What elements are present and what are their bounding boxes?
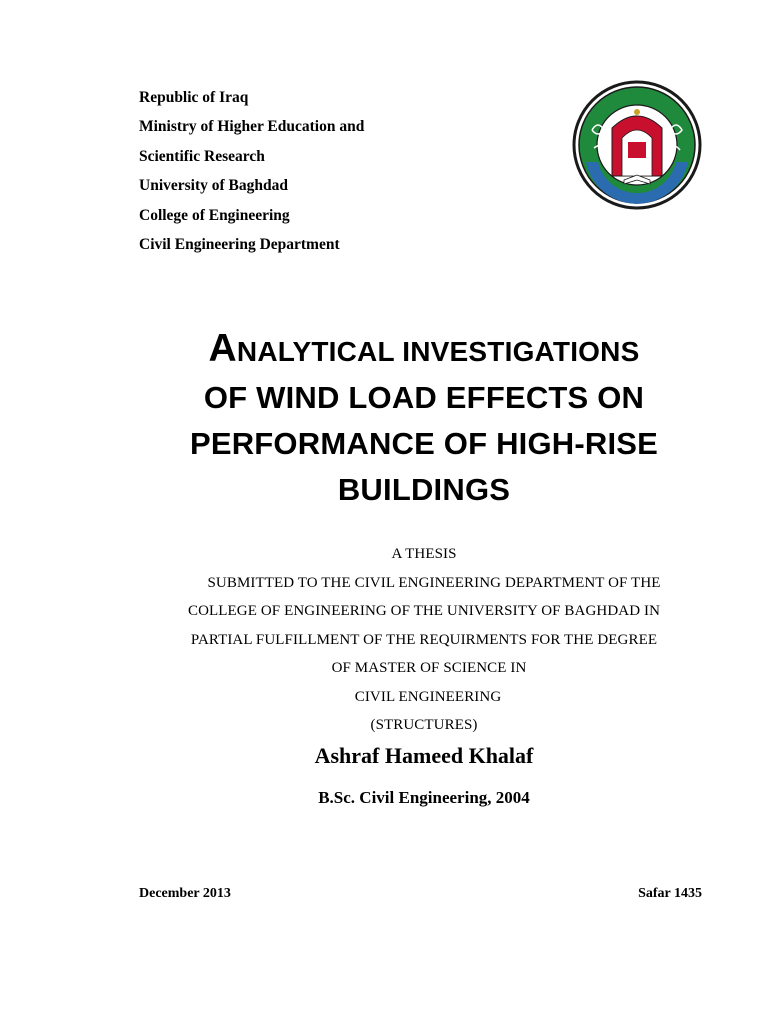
submission-line: A THESIS — [391, 546, 457, 562]
submission-line: PARTIAL FULFILLMENT OF THE REQUIRMENTS FOR THE DEGREE — [190, 631, 658, 648]
institution-line: Republic of Iraq — [139, 89, 249, 106]
submission-line: SUBMITTED TO THE CIVIL ENGINEERING DEPARTMENT OF THE — [207, 574, 661, 591]
title-line: OF WIND LOAD EFFECTS ON — [203, 380, 645, 415]
submission-line: CIVIL ENGINEERING — [354, 688, 502, 705]
gregorian-date: December 2013 — [139, 886, 231, 901]
submission-line: OF MASTER OF SCIENCE IN — [331, 660, 527, 676]
title-line: BUILDINGS — [337, 472, 511, 507]
title-rest: NALYTICAL INVESTIGATIONS — [236, 336, 640, 367]
author-name: Ashraf Hameed Khalaf — [314, 743, 534, 768]
title-initial: A — [208, 327, 237, 370]
submission-statement — [120, 540, 728, 740]
title-line: PERFORMANCE OF HIGH-RISE — [189, 426, 659, 461]
institution-line: College of Engineering — [139, 206, 290, 224]
submission-line: COLLEGE OF ENGINEERING OF THE UNIVERSITY OF BAGHDAD IN — [187, 603, 661, 619]
institution-line: Civil Engineering Department — [139, 235, 340, 253]
institution-block — [139, 86, 364, 262]
author-degree: B.Sc. Civil Engineering, 2004 — [318, 788, 530, 807]
institution-line: University of Baghdad — [139, 177, 288, 195]
hijri-date: Safar 1435 — [638, 886, 702, 901]
submission-line: (STRUCTURES) — [370, 717, 478, 733]
title-line — [120, 326, 728, 375]
university-of-baghdad-seal-icon — [572, 80, 702, 210]
thesis-title — [120, 326, 728, 513]
institution-line: Ministry of Higher Education and — [139, 118, 365, 136]
institution-line: Scientific Research — [139, 147, 265, 165]
